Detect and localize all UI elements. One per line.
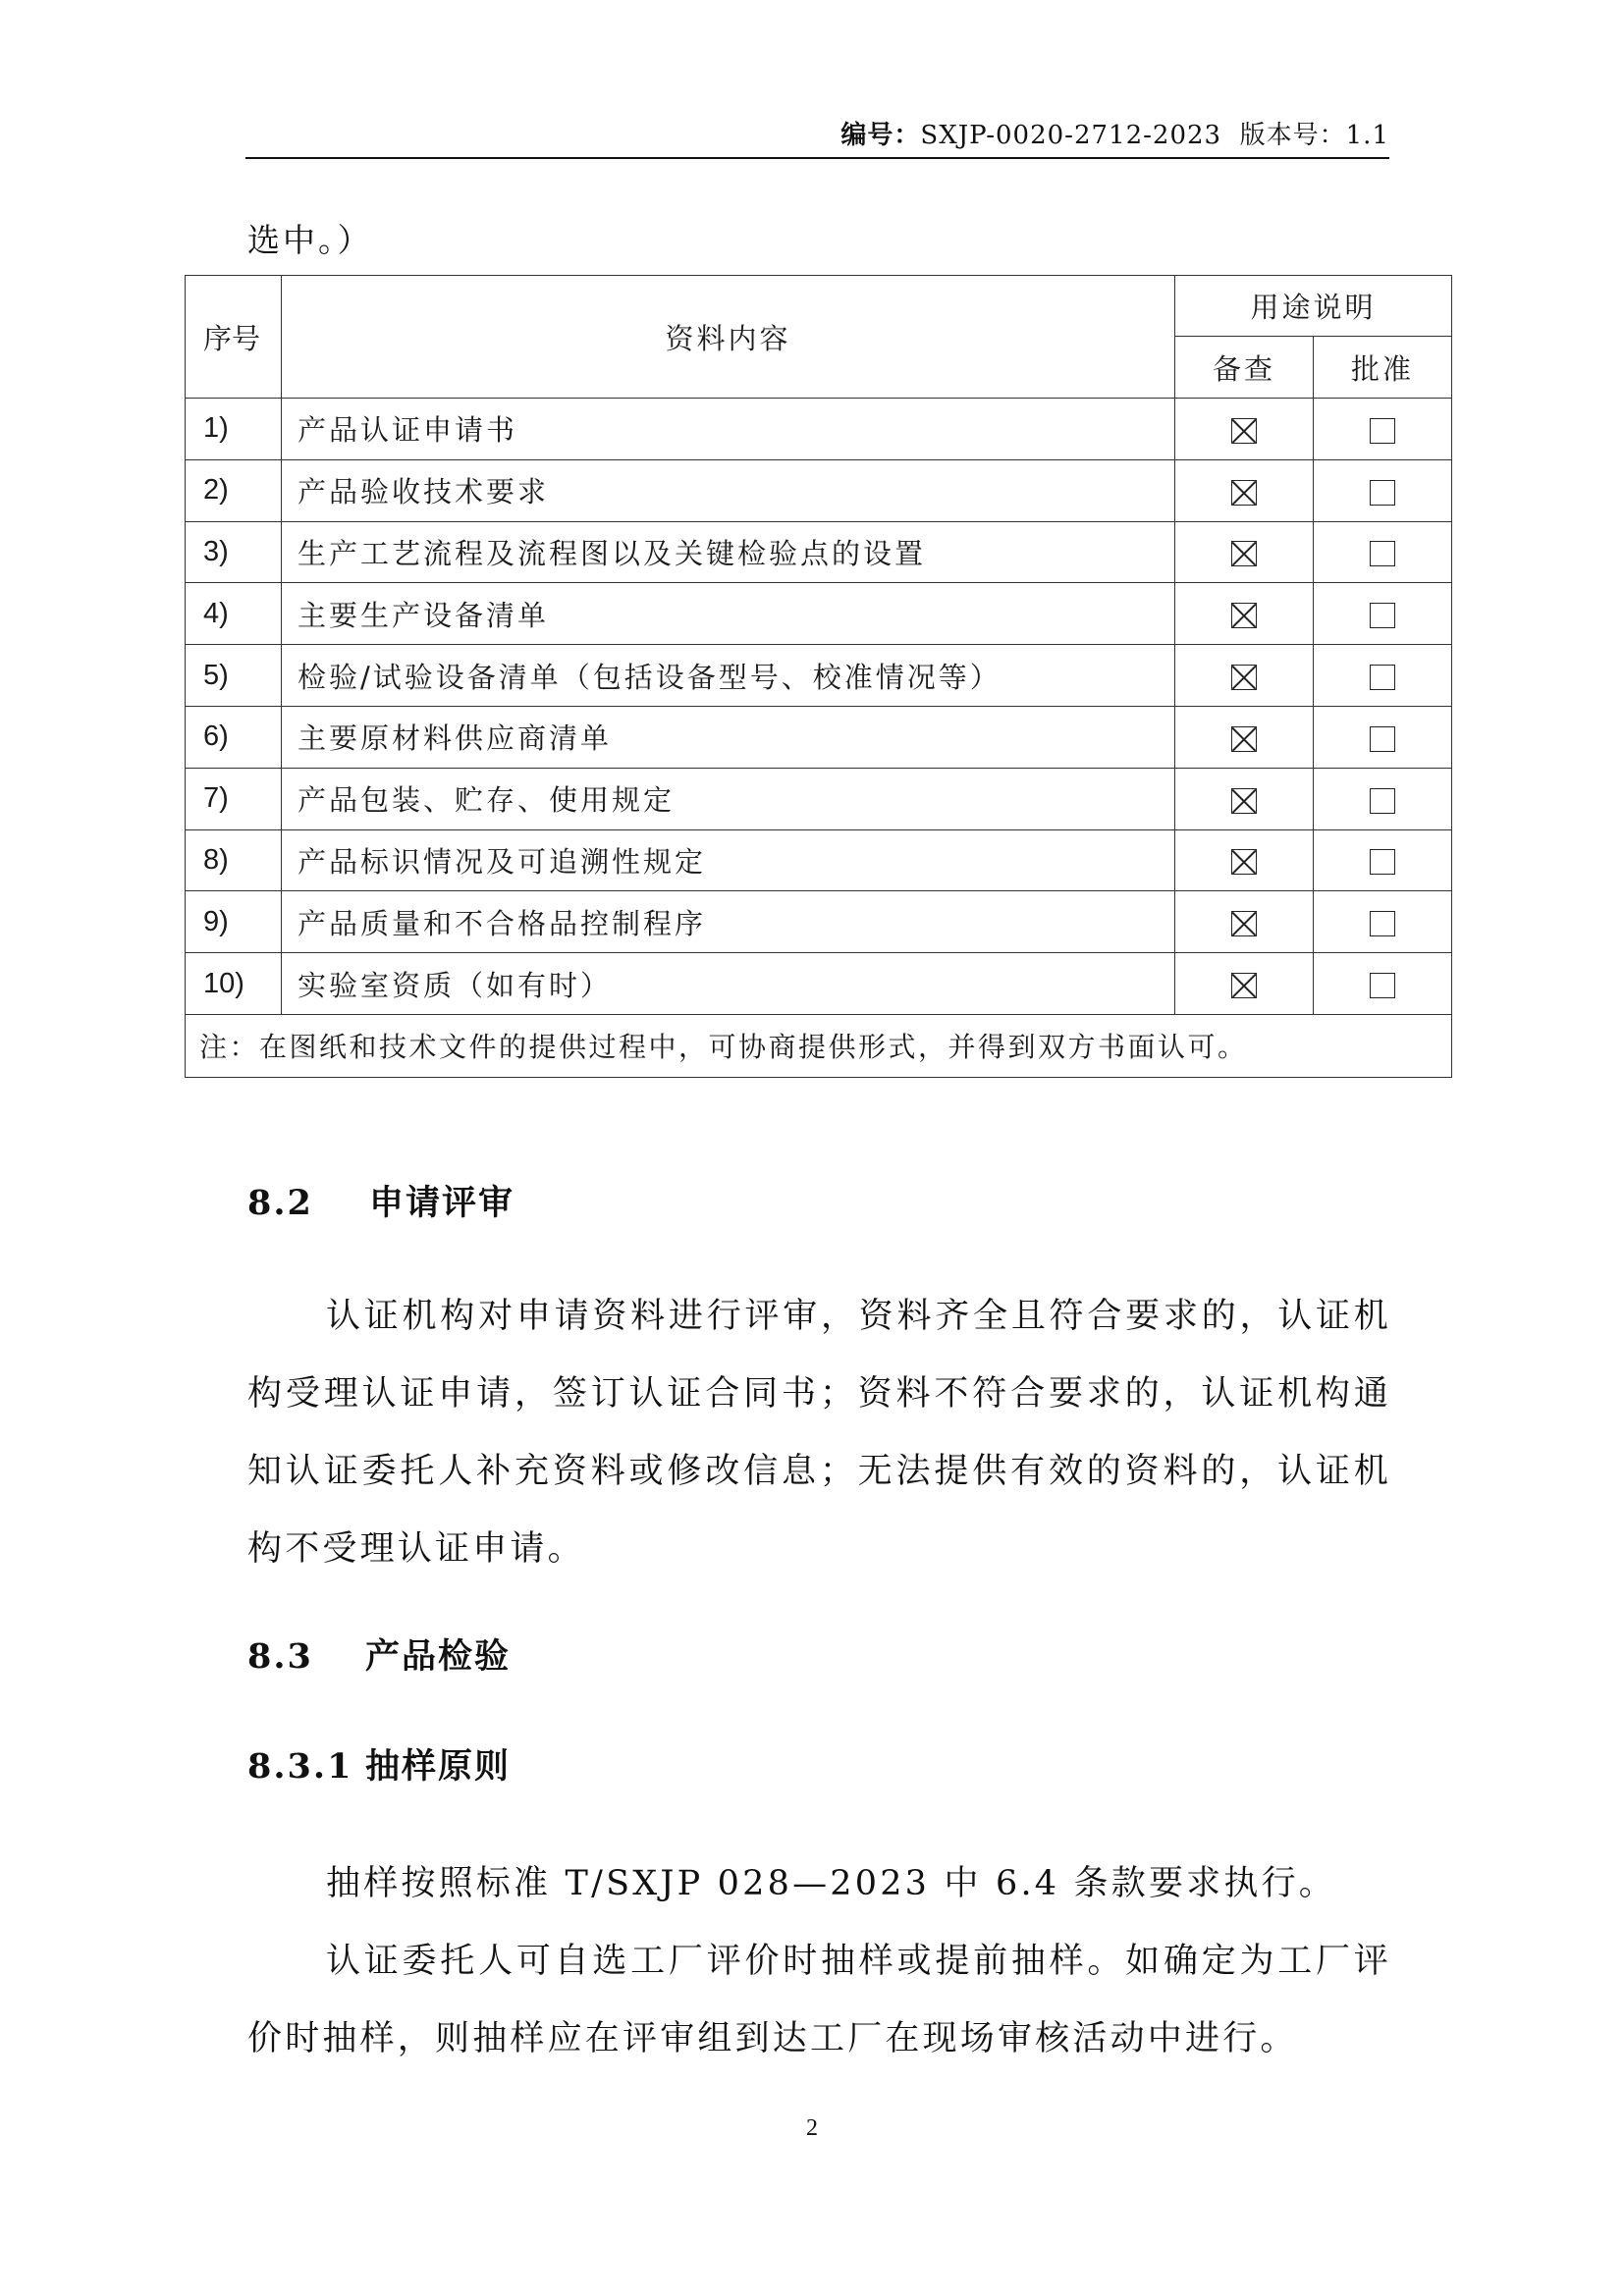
empty-checkbox-icon[interactable]	[1370, 480, 1395, 506]
empty-checkbox-icon[interactable]	[1370, 973, 1395, 998]
approve-cell	[1313, 768, 1451, 829]
document-header	[245, 116, 1389, 155]
row-index: 5)	[186, 645, 282, 707]
row-content: 产品认证申请书	[282, 399, 1175, 460]
row-index: 10)	[186, 953, 282, 1015]
section-8-2-body	[247, 1278, 1391, 1588]
reference-cell	[1174, 829, 1313, 891]
row-content: 产品质量和不合格品控制程序	[282, 891, 1175, 953]
table-row	[186, 459, 1452, 521]
header-approve: 批准	[1313, 337, 1451, 399]
empty-checkbox-icon[interactable]	[1370, 726, 1395, 752]
checked-box-icon[interactable]	[1231, 973, 1257, 998]
table-row	[186, 829, 1452, 891]
section-8-3-1-body	[247, 1845, 1391, 2078]
page-number: 2	[806, 2115, 818, 2141]
row-index: 4)	[186, 583, 282, 645]
table-row	[186, 891, 1452, 953]
reference-cell	[1174, 891, 1313, 953]
reference-cell	[1174, 645, 1313, 707]
paragraph: 认证机构对申请资料进行评审，资料齐全且符合要求的，认证机构受理认证申请，签订认证合同书；资料不符合要求的，认证机构通知认证委托人补充资料或修改信息；无法提供有效的资料的，认证机构不受理认证申请。	[247, 1297, 1391, 1569]
reference-cell	[1174, 768, 1313, 829]
doc-number-label: 编号：	[840, 121, 921, 150]
section-number: 8.3	[247, 1636, 313, 1677]
version-number: 1.1	[1345, 121, 1389, 150]
row-index: 6)	[186, 706, 282, 768]
checked-box-icon[interactable]	[1231, 480, 1257, 506]
approve-cell	[1313, 953, 1451, 1015]
lead-text: 选中。）	[247, 221, 373, 259]
row-index: 8)	[186, 829, 282, 891]
section-8-2-heading	[247, 1181, 514, 1226]
empty-checkbox-icon[interactable]	[1370, 911, 1395, 936]
row-index: 3)	[186, 521, 282, 583]
section-title: 申请评审	[369, 1183, 515, 1223]
checked-box-icon[interactable]	[1231, 788, 1257, 814]
approve-cell	[1313, 521, 1451, 583]
reference-cell	[1174, 583, 1313, 645]
empty-checkbox-icon[interactable]	[1370, 849, 1395, 875]
row-index: 1)	[186, 399, 282, 460]
table-row	[186, 768, 1452, 829]
table-row	[186, 521, 1452, 583]
approve-cell	[1313, 645, 1451, 707]
checked-box-icon[interactable]	[1231, 603, 1257, 628]
reference-cell	[1174, 953, 1313, 1015]
reference-cell	[1174, 399, 1313, 460]
empty-checkbox-icon[interactable]	[1370, 541, 1395, 566]
row-content: 实验室资质（如有时）	[282, 953, 1175, 1015]
header-reference: 备查	[1174, 337, 1313, 399]
table-body	[186, 399, 1452, 1015]
header-content: 资料内容	[282, 276, 1175, 399]
paragraph: 抽样按照标准 T/SXJP 028—2023 中 6.4 条款要求执行。	[326, 1864, 1336, 1903]
row-content: 生产工艺流程及流程图以及关键检验点的设置	[282, 521, 1175, 583]
row-content: 主要原材料供应商清单	[282, 706, 1175, 768]
checked-box-icon[interactable]	[1231, 418, 1257, 444]
row-content: 检验/试验设备清单（包括设备型号、校准情况等）	[282, 645, 1175, 707]
approve-cell	[1313, 459, 1451, 521]
reference-cell	[1174, 706, 1313, 768]
approve-cell	[1313, 891, 1451, 953]
approve-cell	[1313, 399, 1451, 460]
table-row	[186, 399, 1452, 460]
approve-cell	[1313, 706, 1451, 768]
row-index: 2)	[186, 459, 282, 521]
section-title: 抽样原则	[365, 1746, 512, 1787]
table-row	[186, 583, 1452, 645]
table-row	[186, 706, 1452, 768]
row-index: 7)	[186, 768, 282, 829]
empty-checkbox-icon[interactable]	[1370, 418, 1395, 444]
empty-checkbox-icon[interactable]	[1370, 788, 1395, 814]
table-note: 注：在图纸和技术文件的提供过程中，可协商提供形式，并得到双方书面认可。	[186, 1014, 1452, 1077]
checked-box-icon[interactable]	[1231, 726, 1257, 752]
table-row	[186, 645, 1452, 707]
section-8-3-heading	[247, 1634, 511, 1680]
row-content: 产品包装、贮存、使用规定	[282, 768, 1175, 829]
section-number: 8.3.1	[247, 1746, 353, 1787]
header-rule	[245, 157, 1389, 159]
header-usage: 用途说明	[1174, 276, 1451, 337]
reference-cell	[1174, 459, 1313, 521]
materials-table	[185, 275, 1452, 1078]
version-label: 版本号：	[1239, 121, 1346, 150]
doc-number: SXJP-0020-2712-2023	[920, 121, 1222, 150]
section-title: 产品检验	[365, 1636, 512, 1677]
empty-checkbox-icon[interactable]	[1370, 603, 1395, 628]
header-index: 序号	[186, 276, 282, 399]
checked-box-icon[interactable]	[1231, 849, 1257, 875]
checked-box-icon[interactable]	[1231, 665, 1257, 690]
row-index: 9)	[186, 891, 282, 953]
approve-cell	[1313, 583, 1451, 645]
reference-cell	[1174, 521, 1313, 583]
row-content: 产品标识情况及可追溯性规定	[282, 829, 1175, 891]
table-row	[186, 953, 1452, 1015]
section-number: 8.2	[247, 1183, 313, 1223]
empty-checkbox-icon[interactable]	[1370, 665, 1395, 690]
section-8-3-1-heading	[247, 1744, 511, 1789]
row-content: 主要生产设备清单	[282, 583, 1175, 645]
approve-cell	[1313, 829, 1451, 891]
checked-box-icon[interactable]	[1231, 541, 1257, 566]
row-content: 产品验收技术要求	[282, 459, 1175, 521]
paragraph: 认证委托人可自选工厂评价时抽样或提前抽样。如确定为工厂评价时抽样，则抽样应在评审组到达工厂在现场审核活动中进行。	[247, 1942, 1391, 2058]
checked-box-icon[interactable]	[1231, 911, 1257, 936]
